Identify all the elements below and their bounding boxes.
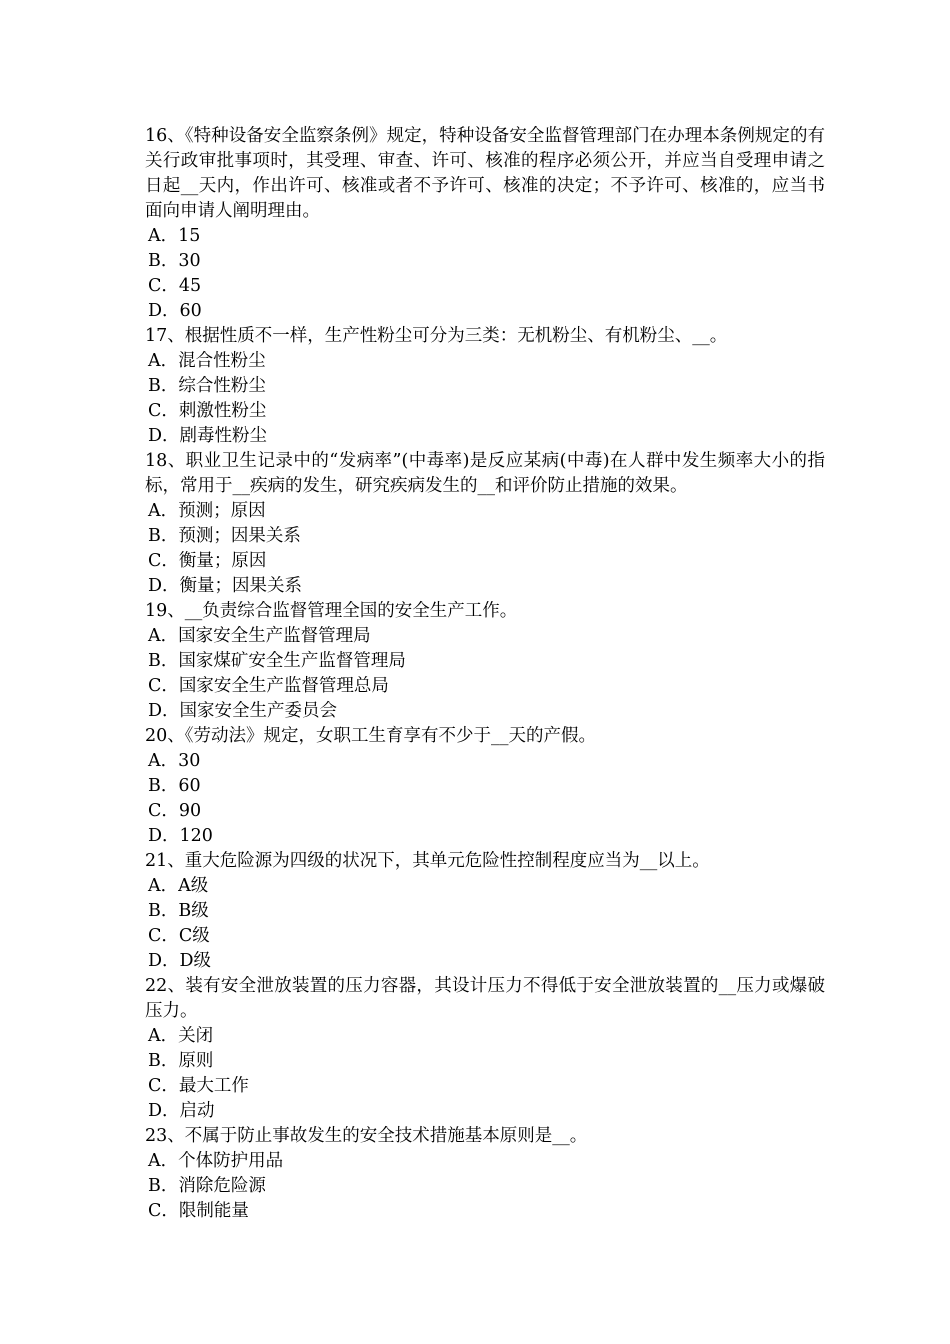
option-a: A．混合性粉尘 [148,351,266,371]
question-23 [145,1124,825,1224]
option-a: A．个体防护用品 [148,1151,284,1171]
option-c: C．C级 [148,926,210,946]
option-c: C．90 [148,801,202,821]
option-a: A．关闭 [148,1026,214,1046]
option-a: A．A级 [148,876,209,896]
option-c: C．最大工作 [148,1076,249,1096]
option-b: B．原则 [148,1051,214,1071]
option-c: C．国家安全生产监督管理总局 [148,676,389,696]
question-22 [145,974,825,1124]
option-b: B．国家煤矿安全生产监督管理局 [148,651,406,671]
question-16 [145,124,825,324]
option-c: C．限制能量 [148,1201,249,1221]
option-b: B．消除危险源 [148,1176,266,1196]
question-19 [145,599,825,724]
question-stem: 18、职业卫生记录中的“发病率”(中毒率)是反应某病(中毒)在人群中发生频率大小的指标，常用于__疾病的发生，研究疾病发生的__和评价防止措施的效果。 [145,451,825,496]
option-c: C．刺激性粉尘 [148,401,267,421]
option-d: D．120 [148,826,213,846]
question-18 [145,449,825,599]
question-stem: 22、装有安全泄放装置的压力容器，其设计压力不得低于安全泄放装置的__压力或爆破压力。 [145,976,825,1021]
question-stem: 23、不属于防止事故发生的安全技术措施基本原则是__。 [145,1126,588,1146]
option-a: A．15 [148,226,201,246]
question-21 [145,849,825,974]
option-a: A．国家安全生产监督管理局 [148,626,371,646]
option-b: B．30 [148,251,201,271]
option-d: D．国家安全生产委员会 [148,701,338,721]
question-stem: 16、《特种设备安全监察条例》规定，特种设备安全监督管理部门在办理本条例规定的有关行政审批事项时，其受理、审查、许可、核准的程序必须公开，并应当自受理申请之日起__天内，作出许可、核准或者不予许可、核准的决定；不予许可、核准的，应当书面向申请人阐明理由。 [145,126,825,221]
question-stem: 20、《劳动法》规定，女职工生育享有不少于__天的产假。 [145,726,597,746]
option-d: D．D级 [148,951,212,971]
option-c: C．衡量；原因 [148,551,267,571]
option-a: A．预测；原因 [148,501,266,521]
option-b: B．B级 [148,901,209,921]
question-stem: 19、__负责综合监督管理全国的安全生产工作。 [145,601,518,621]
question-17 [145,324,825,449]
option-d: D．衡量；因果关系 [148,576,303,596]
option-a: A．30 [148,751,201,771]
option-b: B．预测；因果关系 [148,526,301,546]
option-d: D．60 [148,301,202,321]
question-stem: 17、根据性质不一样，生产性粉尘可分为三类：无机粉尘、有机粉尘、__。 [145,326,728,346]
question-stem: 21、重大危险源为四级的状况下，其单元危险性控制程度应当为__以上。 [145,851,710,871]
option-b: B．综合性粉尘 [148,376,266,396]
option-d: D．启动 [148,1101,215,1121]
option-c: C．45 [148,276,202,296]
option-d: D．剧毒性粉尘 [148,426,268,446]
question-20 [145,724,825,849]
document-page [145,124,825,1224]
option-b: B．60 [148,776,201,796]
